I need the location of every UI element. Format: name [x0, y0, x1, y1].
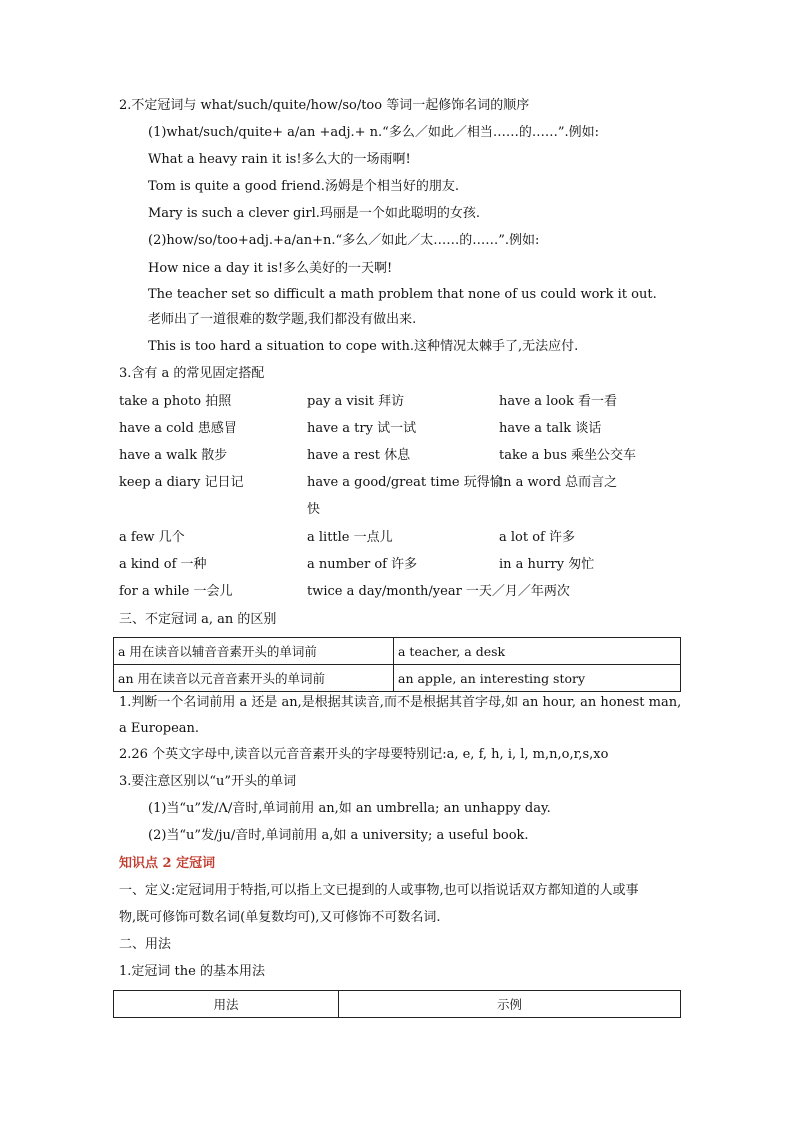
note-2: 2.26 个英文字母中,读音以元音音素开头的字母要特别记:a, e, f, h, i, l, m,n,o,r,s,xo [119, 747, 609, 762]
phrase: a kind of 一种 [119, 557, 207, 572]
section-3-title: 3.含有 a 的常见固定搭配 [119, 366, 265, 381]
part-3-title: 三、不定冠词 a, an 的区别 [119, 612, 277, 627]
example-1: What a heavy rain it is!多么大的一场雨啊! [148, 152, 411, 167]
phrase: have a look 看一看 [499, 394, 617, 409]
section-2-title: 2.不定冠词与 what/such/quite/how/so/too 等词一起修饰名词的顺序 [119, 98, 530, 113]
phrase: have a rest 休息 [307, 448, 411, 463]
phrase: have a talk 谈话 [499, 421, 602, 436]
table-cell: a teacher, a desk [394, 638, 681, 665]
note-1-cont: a European. [119, 721, 200, 736]
rule-2: (2)how/so/too+adj.+a/an+n.“多么／如此／太……的……”.例如: [148, 233, 540, 248]
usage-title: 二、用法 [119, 937, 172, 952]
note-3b: (2)当“u”发/ju/音时,单词前用 a,如 a university; a useful book. [148, 828, 529, 843]
table-cell: an apple, an interesting story [394, 665, 681, 692]
example-2: Tom is quite a good friend.汤姆是个相当好的朋友. [148, 179, 459, 194]
phrase-wrap: 快 [307, 502, 321, 517]
a-an-table [113, 637, 681, 692]
phrase: twice a day/month/year 一天／月／年两次 [307, 584, 570, 599]
table-cell: an 用在读音以元音音素开头的单词前 [114, 665, 394, 692]
phrase: have a try 试一试 [307, 421, 417, 436]
phrase: a number of 许多 [307, 557, 418, 572]
phrase: a few 几个 [119, 530, 185, 545]
phrase: a lot of 许多 [499, 530, 575, 545]
note-3a: (1)当“u”发/Λ/音时,单词前用 an,如 an umbrella; an unhappy day. [148, 801, 551, 816]
phrase: have a good/great time 玩得愉 [307, 475, 503, 490]
rule-1: (1)what/such/quite+ a/an +adj.+ n.“多么／如此／相当……的……”.例如: [148, 125, 599, 140]
phrase: in a hurry 匆忙 [499, 557, 595, 572]
table-header-cell: 示例 [339, 991, 681, 1018]
the-usage-table [113, 990, 681, 1018]
phrase: a little 一点儿 [307, 530, 393, 545]
note-1: 1.判断一个名词前用 a 还是 an,是根据其读音,而不是根据其首字母,如 an hour, an honest man, [119, 695, 682, 710]
example-3: Mary is such a clever girl.玛丽是一个如此聪明的女孩. [148, 206, 481, 221]
table-cell: a 用在读音以辅音音素开头的单词前 [114, 638, 394, 665]
example-5-translation: 老师出了一道很难的数学题,我们都没有做出来. [148, 312, 417, 327]
example-4: How nice a day it is!多么美好的一天啊! [148, 261, 393, 276]
definition-cont: 物,既可修饰可数名词(单复数均可),又可修饰不可数名词. [119, 910, 441, 925]
phrase: have a cold 患感冒 [119, 421, 237, 436]
usage-1-title: 1.定冠词 the 的基本用法 [119, 964, 265, 979]
table-header-cell: 用法 [114, 991, 339, 1018]
phrase: keep a diary 记日记 [119, 475, 244, 490]
phrase: take a bus 乘坐公交车 [499, 448, 637, 463]
phrase: in a word 总而言之 [499, 475, 618, 490]
phrase: for a while 一会儿 [119, 584, 233, 599]
note-3: 3.要注意区别以“u”开头的单词 [119, 774, 297, 789]
phrase: have a walk 散步 [119, 448, 228, 463]
table-row [114, 638, 681, 665]
table-row [114, 665, 681, 692]
table-header-row [114, 991, 681, 1018]
phrase: take a photo 拍照 [119, 394, 232, 409]
example-5: The teacher set so difficult a math problem that none of us could work it out. [148, 287, 657, 302]
phrase: pay a visit 拜访 [307, 394, 405, 409]
knowledge-point-2-title: 知识点 2 定冠词 [119, 856, 216, 871]
definition: 一、定义:定冠词用于特指,可以指上文已提到的人或事物,也可以指说话双方都知道的人或事 [119, 883, 639, 898]
example-6: This is too hard a situation to cope with.这种情况太棘手了,无法应付. [148, 339, 579, 354]
